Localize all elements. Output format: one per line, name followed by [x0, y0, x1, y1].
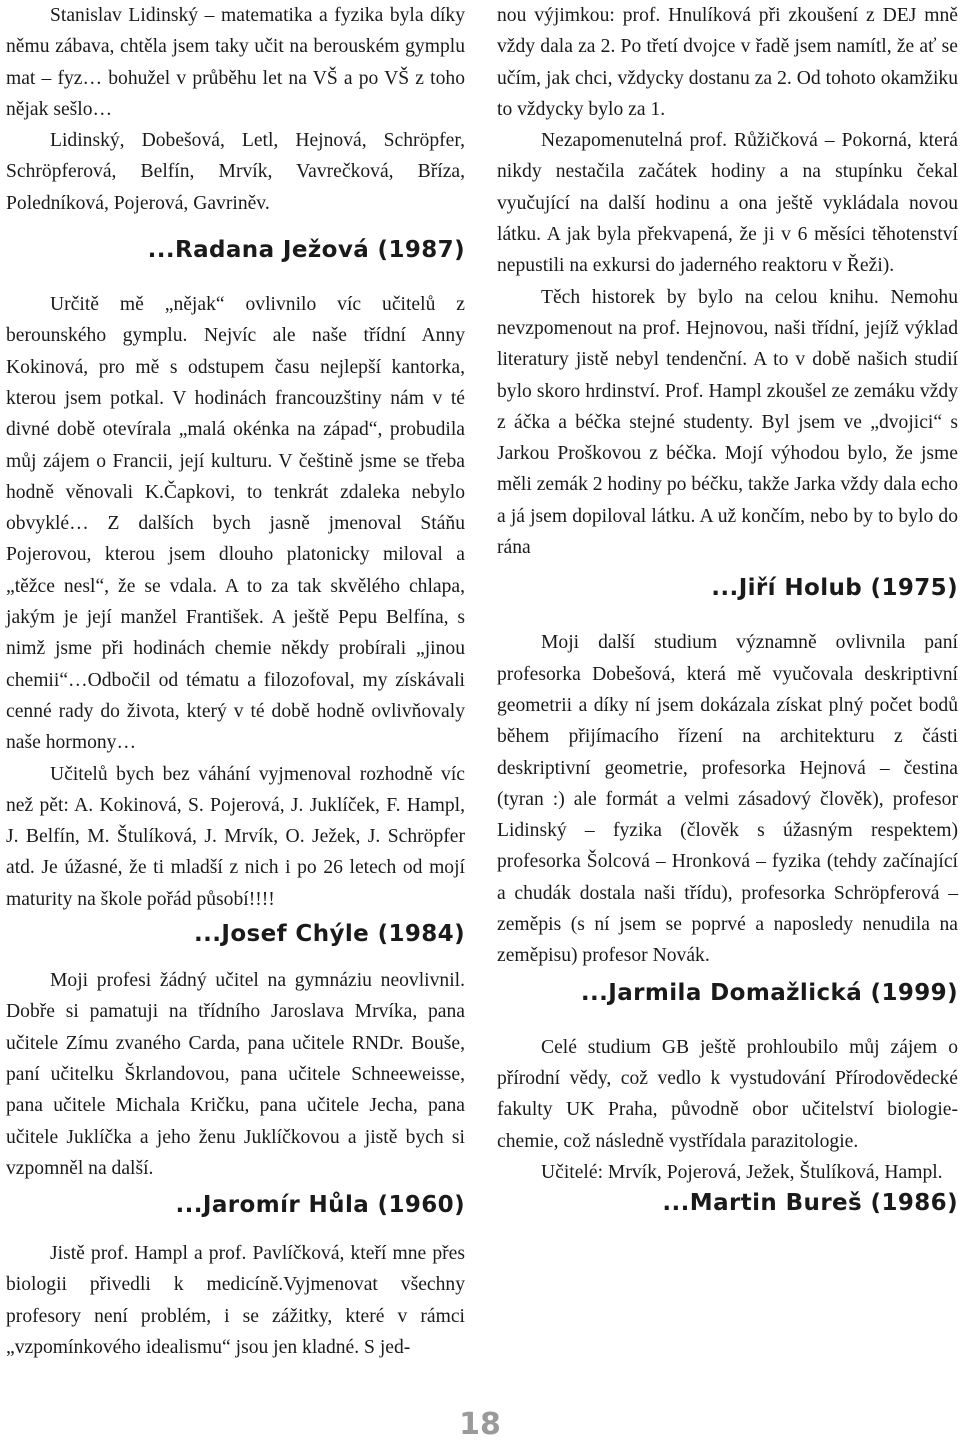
author-signature: ...Josef Chýle (1984) — [193, 921, 465, 948]
author-signature: ...Jaromír Hůla (1960) — [175, 1192, 465, 1219]
page-number: 18 — [459, 1407, 501, 1442]
entry-paragraph: Jistě prof. Hampl a prof. Pavlíčková, kteří mne přes biologii přivedli k medicíně.Vyjmenovat všechny profesory není problém, i se zážitky, které v rámci „vzpomínkového idealismu“ jsou jen kladné. S jed- — [6, 1243, 465, 1358]
entry-paragraph: Moji profesi žádný učitel na gymnáziu neovlivnil. Dobře si pamatuji na třídního Jaroslava Mrvíka, pana učitele Zímu zvaného Carda, pana učitele RNDr. Bouše, paní učitelku Škrlandovou, pana učitele Schneeweisse, pana učitele Michala Kričku, pana učitele Jecha, pana učitele Juklíčka a jeho ženu Juklíčkovou a jistě bych si vzpomněl na další. — [6, 970, 465, 1179]
entry-paragraph: Lidinský, Dobešová, Letl, Hejnová, Schröpfer, Schröpferová, Belfín, Mrvík, Vavrečková, Bříza, Poledníková, Pojerová, Gavriněv. — [6, 130, 465, 214]
author-signature: ...Jiří Holub (1975) — [711, 575, 958, 602]
entry-paragraph: Stanislav Lidinský – matematika a fyzika byla díky němu zábava, chtěla jsem taky učit na berouském gymplu mat – fyz… bohužel v průběhu let na VŠ a po VŠ z toho nějak sešlo… — [6, 5, 465, 120]
left-column — [6, 0, 465, 1363]
entry-paragraph: nou výjimkou: prof. Hnulíková při zkoušení z DEJ mně vždy dala za 2. Po třetí dvojce v řadě jsem namítl, že ať se učím, jak chci, vždycky dostanu za 2. Od tohoto okamžiku to vždycky bylo za 1. — [497, 5, 958, 120]
entry-paragraph: Učitelů bych bez váhání vyjmenoval rozhodně víc než pět: A. Kokinová, S. Pojerová, J. Juklíček, F. Hampl, J. Belfín, M. Štulíková, J. Mrvík, O. Ježek, J. Schröpfer atd. Je úžasné, že ti mladší z nich i po 26 letech od mojí maturity na škole pořád působí!!!! — [6, 763, 465, 910]
entry-paragraph: Učitelé: Mrvík, Pojerová, Ježek, Štulíková, Hampl. — [541, 1161, 943, 1183]
entry-paragraph: Určitě mě „nějak“ ovlivnilo víc učitelů z berounského gymplu. Nejvíc ale naše třídní Anny Kokinová, pro mě s odstupem času nejlepší kantorka, kterou jsem potkal. V hodinách francouzštiny nám v té divné době otevírala „malá okénka na západ“, probudila můj zájem o Francii, její kulturu. V češtině jsme se třeba hodně věnovali K.Čapkovi, to tenkrát zdaleka nebylo obvyklé… Z dalších bych jasně jmenoval Stáňu Pojerovou, kterou jsem dlouho platonicky miloval a „těžce nesl“, že se vdala. A to za tak skvělého chlapa, jakým je její manžel František. A ještě Pepu Belfína, s nimž jsme při hodinách chemie někdy probírali „jinou chemii“…Odbočil od tématu a filozofoval, my získávali cenné rady do života, který v té době hodně ovlivňovaly naše hormony… — [6, 294, 465, 754]
author-signature: ...Radana Ježová (1987) — [147, 237, 465, 264]
entry-paragraph: Celé studium GB ještě prohloubilo můj zájem o přírodní vědy, což vedlo k vystudování Přírodovědecké fakulty UK Praha, původně obor učitelství biologie-chemie, což následně vystřídala parazitologie. — [497, 1036, 958, 1152]
entry-paragraph: Těch historek by bylo na celou knihu. Nemohu nevzpomenout na prof. Hejnovou, naši třídní, jejíž výklad literatury jistě nebyl tendenční. A to v době našich studií bylo skoro hrdinství. Prof. Hampl zkoušel ze zemáku vždy z áčka a béčka stejné studenty. Byl jsem ve „dvojici“ s Jarkou Proškovou z béčka. Mojí výhodou bylo, že jsme měli zemák 2 hodiny po béčku, takže Jarka vždy dala echo a já jsem dopiloval látku. A už končím, nebo by to bylo do rána — [497, 286, 958, 559]
author-signature: ...Jarmila Domažlická (1999) — [580, 979, 958, 1006]
entry-paragraph: Nezapomenutelná prof. Růžičková – Pokorná, která nikdy nestačila začátek hodiny a na stupínku čekal vyučující na další hodinu a ona ještě vykládala novou látku. A jak byla překvapená, že ji v 6 měsíci těhotenství nepustili na exkursi do jaderného reaktoru v Řeži). — [497, 130, 958, 277]
right-column — [497, 0, 958, 1218]
entry-paragraph: Moji další studium významně ovlivnila paní profesorka Dobešová, která mě vyučovala deskriptivní geometrii a díky ní jsem dokázala získat plný počet bodů během přijímacího řízení na architekturu z části deskriptivní geometrie, profesorka Hejnová – čestina (tyran :) ale formát a velmi zásadový člověk), profesor Lidinský – fyzika (člověk s úžasným respektem) profesorka Šolcová – Hronková – fyzika (tehdy začínající a chudák dostala naši třídu), profesorka Schröpferová – zeměpis (s ní jsem se poprvé a naposledy nenudila na zeměpisu) profesor Novák. — [497, 632, 958, 967]
author-signature: ...Martin Bureš (1986) — [662, 1190, 958, 1217]
